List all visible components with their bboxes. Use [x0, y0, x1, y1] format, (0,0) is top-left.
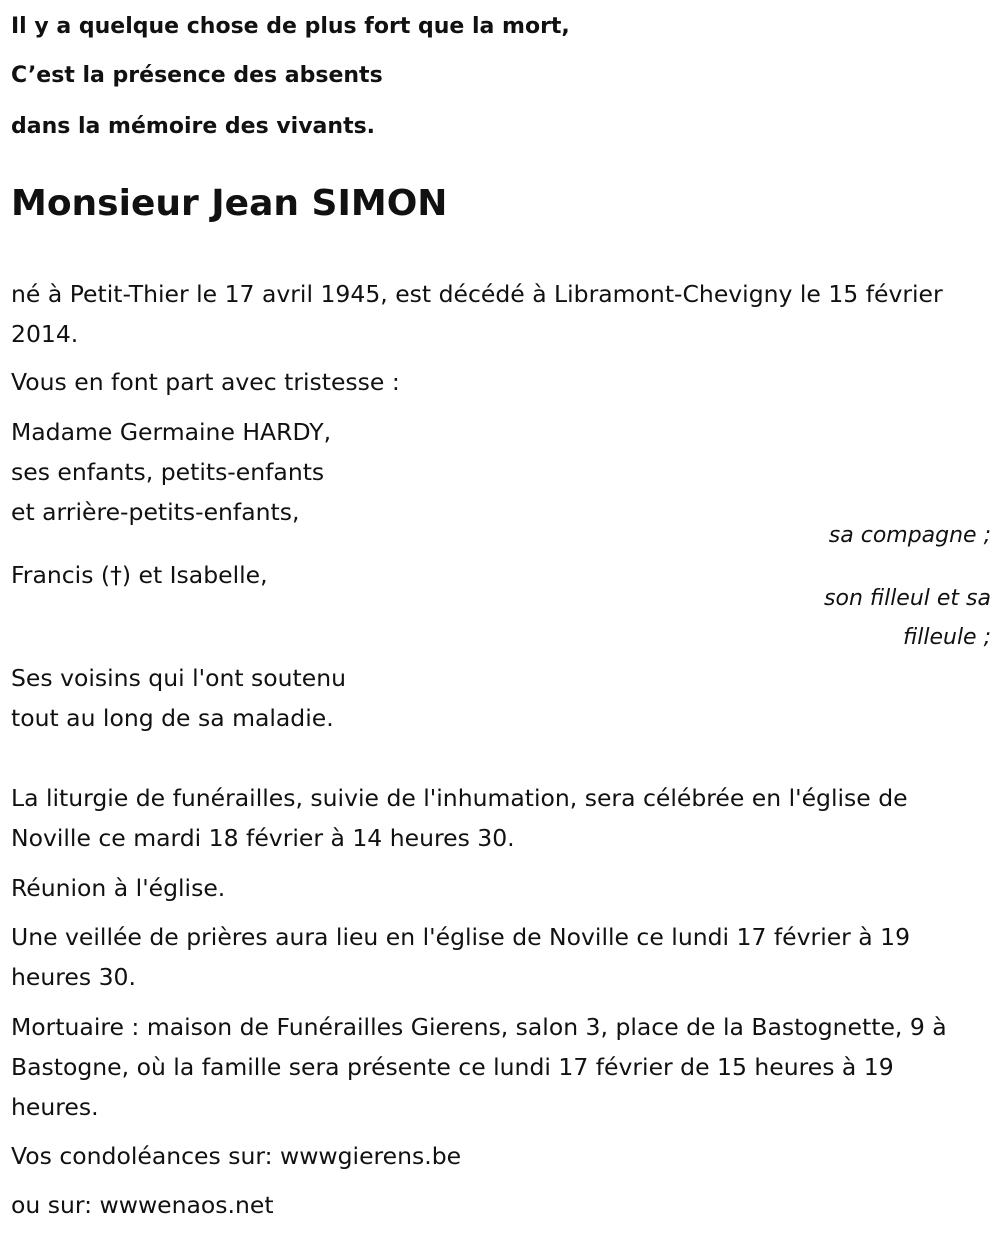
companion-line-2: ses enfants, petits-enfants — [11, 458, 325, 486]
companion-line-1: Madame Germaine HARDY, — [11, 418, 332, 446]
quote-line-3: dans la mémoire des vivants. — [11, 114, 376, 139]
quote-line-2: C’est la présence des absents — [11, 63, 383, 88]
neighbors-line-2: tout au long de sa maladie. — [11, 704, 334, 732]
vigil-text: Une veillée de prières aura lieu en l'église de Noville ce lundi 17 février à 19 heures 30. — [11, 923, 911, 991]
deceased-name: Monsieur Jean SIMON — [11, 183, 448, 224]
birth-death-text: né à Petit-Thier le 17 avril 1945, est décédé à Libramont-Chevigny le 15 février 2014. — [11, 280, 943, 348]
godchild-role-line-2: filleule ; — [903, 625, 991, 650]
announce-text: Vous en font part avec tristesse : — [11, 368, 400, 396]
reunion-text: Réunion à l'église. — [11, 874, 226, 902]
mortuary-text: Mortuaire : maison de Funérailles Gierens, salon 3, place de la Bastognette, 9 à Bastogne, où la famille sera présente ce lundi 17 février de 15 heures à 19 heures. — [11, 1013, 947, 1121]
godchild-text: Francis (†) et Isabelle, — [11, 561, 268, 589]
liturgy-text: La liturgie de funérailles, suivie de l'inhumation, sera célébrée en l'église de Noville ce mardi 18 février à 14 heures 30. — [11, 784, 908, 852]
quote-line-1: Il y a quelque chose de plus fort que la mort, — [11, 14, 570, 39]
companion-role: sa compagne ; — [828, 523, 991, 548]
companion-line-3: et arrière-petits-enfants, — [11, 498, 300, 526]
condolences-line-1: Vos condoléances sur: wwwgierens.be — [11, 1142, 462, 1170]
godchild-role-line-1: son filleul et sa — [824, 586, 991, 611]
neighbors-line-1: Ses voisins qui l'ont soutenu — [11, 664, 347, 692]
condolences-line-2: ou sur: wwwenaos.net — [11, 1191, 274, 1219]
